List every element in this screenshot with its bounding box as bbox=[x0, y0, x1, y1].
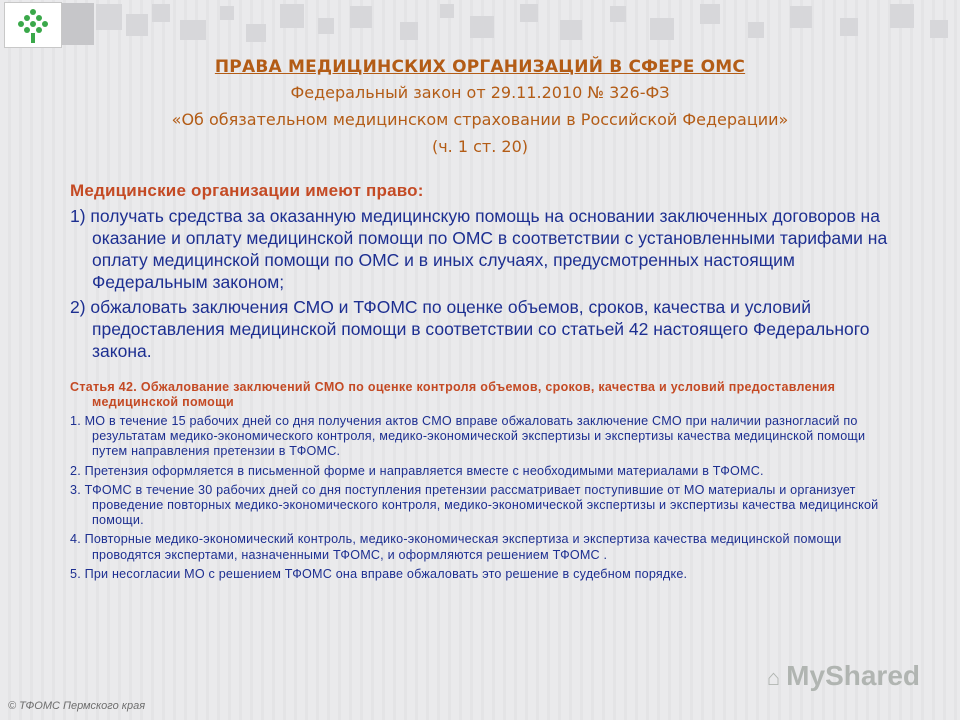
copyright: © ТФОМС Пермского края bbox=[8, 700, 146, 712]
article-42 bbox=[70, 380, 900, 582]
article-item: 1. МО в течение 15 рабочих дней со дня получения актов СМО вправе обжаловать заключение СМО при наличии разногласий по результатам медико-экономического контроля, медико-экономической экспертизы и экспертизы качества медицинской помощи путем направления претензии в ТФОМС. bbox=[70, 414, 866, 459]
article-item: 2. Претензия оформляется в письменной форме и направляется вместе с необходимыми материалами в ТФОМС. bbox=[70, 463, 764, 478]
law-name: «Об обязательном медицинском страховании в Российской Федерации» bbox=[171, 110, 789, 129]
rights-item: 2) обжаловать заключения СМО и ТФОМС по оценке объемов, сроков, качества и условий предоставления медицинской помощи в соответствии со статьей 42 настоящего Федерального закона. bbox=[70, 297, 870, 361]
article-item: 5. При несогласии МО с решением ТФОМС она вправе обжаловать это решение в судебном порядке. bbox=[70, 566, 688, 581]
article-item: 4. Повторные медико-экономический контроль, медико-экономическая экспертиза и экспертиза качества медицинской помощи проводятся экспертами, назначенными ТФОМС, и оформляются решением ТФОМС . bbox=[70, 532, 842, 562]
top-decoration bbox=[0, 0, 960, 50]
main-content bbox=[70, 181, 900, 586]
rights-item: 1) получать средства за оказанную медицинскую помощь на основании заключенных договоров на оказание и оплату медицинской помощи по ОМС в соответствии с установленными тарифами на оплату медицинской помощи по ОМС и в иных случаях, предусмотренных настоящим Федеральным законом; bbox=[70, 206, 888, 292]
law-part: (ч. 1 ст. 20) bbox=[431, 137, 529, 156]
watermark bbox=[767, 660, 920, 692]
slide-heading bbox=[0, 56, 960, 160]
article-heading: Статья 42. Обжалование заключений СМО по оценке контроля объемов, сроков, качества и условий предоставления медицинской помощи bbox=[70, 380, 836, 409]
tree-logo-icon bbox=[5, 3, 61, 47]
watermark-text: MyShared bbox=[786, 660, 920, 691]
law-line: Федеральный закон от 29.11.2010 № 326-ФЗ bbox=[290, 83, 670, 102]
article-item: 3. ТФОМС в течение 30 рабочих дней со дня поступления претензии рассматривает поступившие от МО материалы и организует проведение повторных медико-экономического контроля, медико-экономической экспертизы и экспертизы качества медицинской помощи. bbox=[70, 482, 879, 528]
rights-heading: Медицинские организации имеют право: bbox=[70, 181, 424, 200]
page-title: ПРАВА МЕДИЦИНСКИХ ОРГАНИЗАЦИЙ В СФЕРЕ ОМС bbox=[214, 57, 746, 77]
logo bbox=[4, 2, 62, 48]
building-icon: ⌂ bbox=[766, 665, 781, 690]
header-bar bbox=[58, 3, 94, 45]
